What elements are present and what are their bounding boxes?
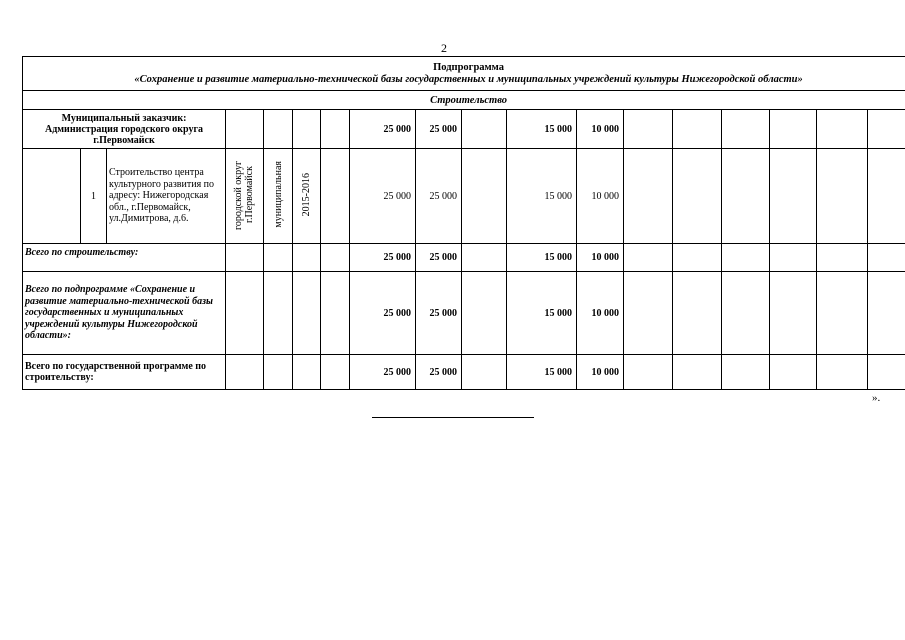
object-number: 1: [81, 149, 107, 244]
subprogram-name: «Сохранение и развитие материально-технической базы государственных и муниципальных учреждений культуры Нижегородской области»: [134, 73, 803, 85]
closing-mark: ».: [872, 392, 881, 404]
customer-row: [23, 110, 905, 149]
total-subprogram-value-2: 25 000: [416, 272, 462, 355]
total-state-program-value-2: 25 000: [416, 355, 462, 390]
total-subprogram-value-5: 10 000: [577, 272, 624, 355]
section-row: [23, 91, 905, 110]
total-subprogram-label: Всего по подпрограмме «Сохранение и развитие материально-технической базы государственных и муниципальных учреждений культуры Нижегородской области»:: [23, 272, 226, 355]
object-ownership: муниципальная: [272, 161, 284, 228]
total-state-program-row: [23, 355, 905, 390]
total-state-program-value-4: 15 000: [507, 355, 577, 390]
customer-value-4: 15 000: [507, 110, 577, 149]
total-state-program-label: Всего по государственной программе по строительству:: [23, 355, 226, 390]
object-value-3: [462, 149, 507, 244]
object-period: 2015-2016: [301, 172, 312, 217]
object-territory: городской округ г.Первомайск: [232, 159, 255, 230]
total-construction-value-2: 25 000: [416, 244, 462, 272]
page-number: 2: [441, 41, 447, 55]
total-construction-row: [23, 244, 905, 272]
object-row: [23, 149, 905, 244]
total-subprogram-value-3: [462, 272, 507, 355]
total-subprogram-row: [23, 272, 905, 355]
total-state-program-value-3: [462, 355, 507, 390]
customer-value-5: 10 000: [577, 110, 624, 149]
total-construction-value-3: [462, 244, 507, 272]
object-value-1: 25 000: [350, 149, 416, 244]
total-construction-value-5: 10 000: [577, 244, 624, 272]
customer-value-1: 25 000: [350, 110, 416, 149]
total-construction-value-1: 25 000: [350, 244, 416, 272]
separator-line: [372, 417, 534, 418]
customer-label: Муниципальный заказчик: Администрация городского округа г.Первомайск: [23, 110, 226, 149]
construction-table: [22, 56, 905, 390]
total-construction-value-4: 15 000: [507, 244, 577, 272]
total-subprogram-value-4: 15 000: [507, 272, 577, 355]
total-subprogram-value-1: 25 000: [350, 272, 416, 355]
object-value-2: 25 000: [416, 149, 462, 244]
total-state-program-value-1: 25 000: [350, 355, 416, 390]
total-construction-label: Всего по строительству:: [23, 244, 226, 272]
customer-value-3: [462, 110, 507, 149]
customer-value-2: 25 000: [416, 110, 462, 149]
subprogram-heading: Подпрограмма: [433, 61, 505, 73]
subprogram-header-row: [23, 57, 905, 91]
total-state-program-value-5: 10 000: [577, 355, 624, 390]
section-title: Строительство: [23, 91, 905, 110]
object-value-5: 10 000: [577, 149, 624, 244]
object-description: Строительство центра культурного развития по адресу: Нижегородская обл., г.Первомайск, ул.Димитрова, д.6.: [107, 149, 226, 244]
object-value-4: 15 000: [507, 149, 577, 244]
